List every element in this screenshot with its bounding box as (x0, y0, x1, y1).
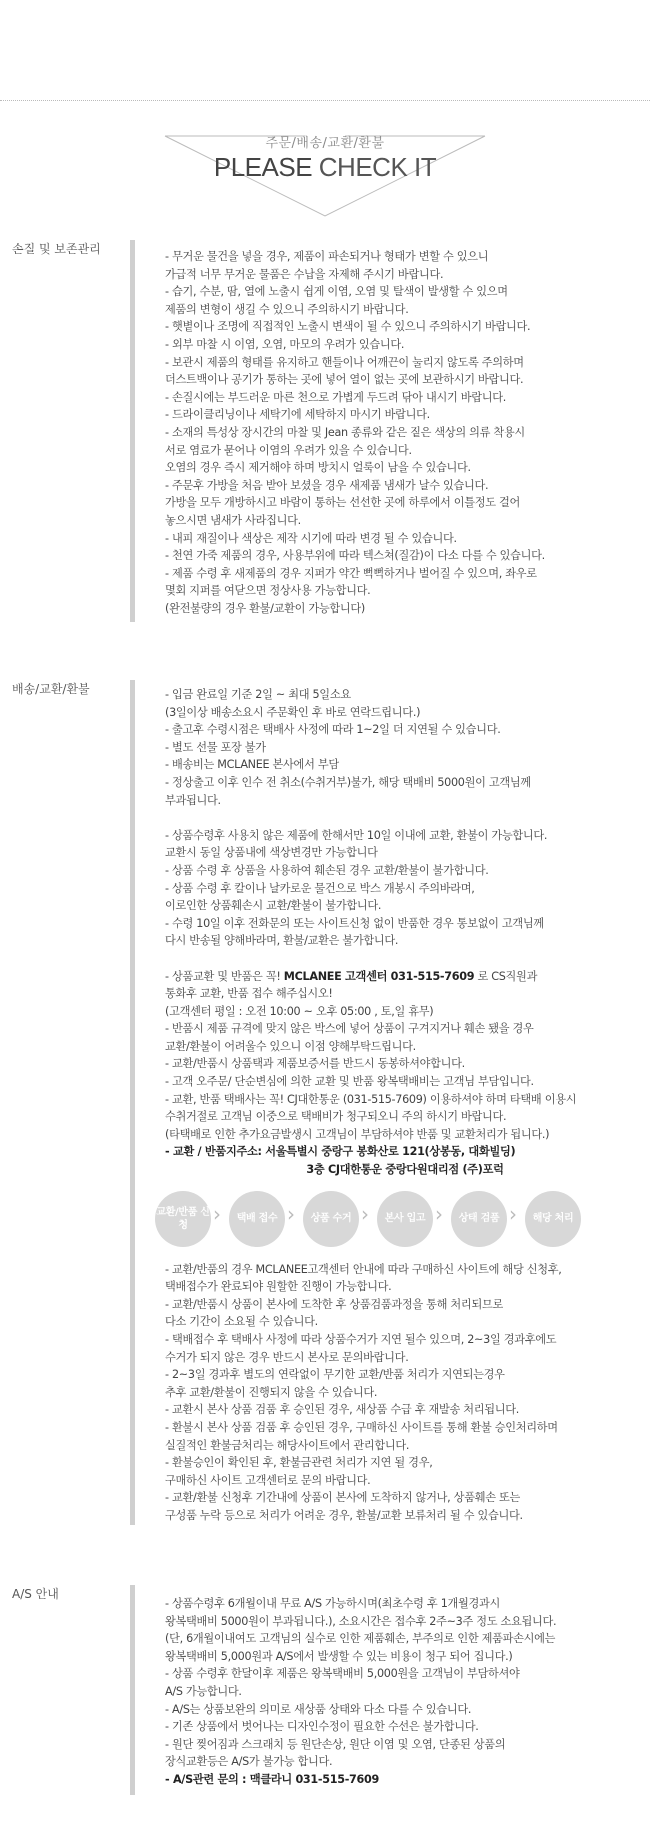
delivery-line: - 입금 완료일 기준 2일 ~ 최대 5일소요 (165, 688, 351, 701)
exchange-line: 다시 반송될 양해바라며, 환불/교환은 불가합니다. (165, 934, 399, 948)
care-section-label: 손질 및 보존관리 (12, 242, 101, 256)
cs-phone: MCLANEE 고객센터 031-515-7609 (283, 969, 475, 983)
return-line: 교환/환불이 어려울수 있으니 이점 양해부탁드립니다. (165, 1039, 416, 1053)
delivery-section-bar (130, 680, 135, 1525)
chevron-right-icon: › (435, 1201, 443, 1226)
care-line: - 내피 재질이나 색상은 제작 시기에 따라 변경 될 수 있습니다. (165, 531, 457, 545)
process-note-line: - 환불승인이 확인된 후, 환불금관련 처리가 지연 될 경우, (165, 1456, 433, 1470)
exchange-line: - 수령 10일 이후 전화문의 또는 사이트신청 없이 반품한 경우 통보없이 고객님께 (165, 916, 544, 930)
process-note-line: - 교환/반품시 상품이 본사에 도착한 후 상품검품과정을 통해 처리되므로 (165, 1297, 503, 1311)
care-line: 가급적 너무 무거운 물품은 수납을 자제해 주시기 바랍니다. (165, 267, 444, 281)
process-step: 본사 입고 (377, 1191, 433, 1247)
delivery-line: - 배송비는 MCLANEE 본사에서 부담 (165, 758, 339, 772)
process-step: 교환/반품 신청 (155, 1191, 211, 1247)
return-line: - 반품시 제품 규격에 맞지 않은 박스에 넣어 상품이 구겨지거나 훼손 됐을 경우 (165, 1022, 534, 1036)
cs-prefix: - 상품교환 및 반품은 꼭! (165, 969, 284, 983)
as-line: - 기존 상품에서 벗어나는 디자인수정이 필요한 수선은 불가합니다. (165, 1720, 479, 1734)
process-note-line: - 2~3일 경과후 별도의 연락없이 무기한 교환/반품 처리가 지연되는경우 (165, 1368, 505, 1382)
care-line: - 드라이클리닝이나 세탁기에 세탁하지 마시기 바랍니다. (165, 408, 430, 422)
care-line: - 천연 가죽 제품의 경우, 사용부위에 따라 텍스쳐(질감)이 다소 다를 수 있습니다. (165, 549, 545, 563)
header-title (0, 152, 650, 183)
header-title-part1: PLEASE (213, 152, 313, 182)
process-step: 해당 처리 (525, 1191, 581, 1247)
care-line: - 제품 수령 후 새제품의 경우 지퍼가 약간 뻑뻑하거나 벌어질 수 있으며, 좌우로 (165, 566, 537, 580)
care-line: 서로 염료가 묻어나 이염의 우려가 있을 수 있습니다. (165, 443, 412, 457)
as-line: A/S 가능합니다. (165, 1684, 242, 1698)
delivery-line: (3일이상 배송소요시 주문확인 후 바로 연락드립니다.) (165, 705, 421, 719)
delivery-content (156, 686, 645, 1525)
exchange-line: - 상품 수령 후 칼이나 날카로운 물건으로 박스 개봉시 주의바라며, (165, 881, 475, 895)
care-line: 더스트백이나 공기가 통하는 곳에 넣어 열이 없는 곳에 보관하시기 바랍니다. (165, 373, 524, 387)
return-line: (타택배로 인한 추가요금발생시 고객님이 부담하셔야 반품 및 교환처리가 됩니다.) (165, 1127, 550, 1141)
care-line: 가방을 모두 개방하시고 바람이 통하는 선선한 곳에 하루에서 이틀정도 걸어 (165, 496, 521, 510)
care-line: 제품의 변형이 생길 수 있으니 주의하시기 바랍니다. (165, 302, 409, 316)
care-line: (완전불량의 경우 환불/교환이 가능합니다) (165, 601, 365, 615)
return-line: 수취거절로 고객님 이중으로 택배비가 청구되오니 주의 하시기 바랍니다. (165, 1110, 507, 1124)
care-line: 놓으시면 냄새가 사라집니다. (165, 513, 301, 527)
care-line: - 햇볕이나 조명에 직접적인 노출시 변색이 될 수 있으니 주의하시기 바랍니다. (165, 320, 531, 334)
process-note-line: 다소 기간이 소요될 수 있습니다. (165, 1315, 318, 1329)
process-note-line: 실질적인 환불금처리는 해당사이트에서 관리합니다. (165, 1438, 410, 1452)
as-line: 왕복택배비 5000원이 부과됩니다.), 소요시간은 접수후 2주~3주 정도 소요됩니다. (165, 1614, 557, 1628)
return-address-line1: - 교환 / 반품지주소: 서울특별시 중랑구 봉화산로 121(상봉동, 대화빌딩) (165, 1145, 516, 1159)
as-line: 장식교환등은 A/S가 불가능 합니다. (165, 1755, 333, 1769)
exchange-line: 교환시 동일 상품내에 색상변경만 가능합니다 (165, 846, 378, 860)
process-note-line: 택배접수가 완료되야 원할한 진행이 가능합니다. (165, 1280, 392, 1294)
care-section-bar (130, 240, 135, 622)
return-line: (고객센터 평일 : 오전 10:00 ~ 오후 05:00 , 토,일 휴무) (165, 1004, 434, 1018)
as-line: - 원단 찢어짐과 스크래치 등 원단손상, 원단 이염 및 오염, 단종된 상품의 (165, 1737, 506, 1751)
return-line: - 교환/반품시 상품택과 제품보증서를 반드시 동봉하셔야합니다. (165, 1057, 465, 1071)
delivery-line: - 정상출고 이후 인수 전 취소(수취거부)불가, 해당 택배비 5000원이 고객님께 (165, 775, 531, 789)
care-line: - 외부 마찰 시 이염, 오염, 마모의 우려가 있습니다. (165, 337, 405, 351)
as-line: 왕복택배비 5,000원과 A/S에서 발생할 수 있는 비용이 청구 되어 집니다.) (165, 1649, 513, 1663)
exchange-line: - 상품 수령 후 상품을 사용하여 훼손된 경우 교환/환불이 불가합니다. (165, 863, 489, 877)
care-line: 몇회 지퍼를 여닫으면 정상사용 가능합니다. (165, 584, 371, 598)
care-content (165, 248, 645, 617)
as-line: - 상품수령후 6개월이내 무료 A/S 가능하시며(최초수령 후 1개월경과시 (165, 1597, 501, 1610)
chevron-right-icon: › (509, 1201, 517, 1226)
return-line: - 교환, 반품 택배사는 꼭! CJ대한통운 (031-515-7609) 이용하셔야 하며 타택배 이용시 (165, 1092, 577, 1106)
return-address-line2: 3층 CJ대한통운 중랑다원대리점 (주)포럭 (306, 1163, 504, 1177)
as-content (165, 1595, 645, 1789)
care-line: - 주문후 가방을 처음 받아 보셨을 경우 새제품 냄새가 날수 있습니다. (165, 478, 489, 492)
as-section-bar (130, 1585, 135, 1795)
care-line: - 무거운 물건을 넣을 경우, 제품이 파손되거나 형태가 변할 수 있으니 (165, 250, 489, 263)
care-line: - 손질시에는 부드러운 마른 천으로 가볍게 두드려 닦아 내시기 바랍니다. (165, 390, 507, 404)
process-note-line: - 택배접수 후 택배사 사정에 따라 상품수거가 지연 될수 있으며, 2~3일 경과후에도 (165, 1333, 557, 1346)
process-note-line: 구성품 누락 등으로 처리가 어려운 경우, 환불/교환 보류처리 될 수 있습니다. (165, 1508, 523, 1522)
care-line: - 보관시 제품의 형태를 유지하고 핸들이나 어깨끈이 눌리지 않도록 주의하며 (165, 355, 524, 369)
process-note-line: 추후 교환/환불이 진행되지 않을 수 있습니다. (165, 1385, 378, 1399)
process-note-line: - 교환시 본사 상품 검품 후 승인된 경우, 새상품 수급 후 재발송 처리됩니다. (165, 1403, 520, 1417)
care-line: 오염의 경우 즉시 제거해야 하며 방치시 얼룩이 남을 수 있습니다. (165, 461, 471, 475)
chevron-right-icon: › (361, 1201, 369, 1226)
process-note-line: - 환불시 본사 상품 검품 후 승인된 경우, 구매하신 사이트를 통해 환불 승인처리하며 (165, 1420, 558, 1434)
as-line: - 상품 수령후 한달이후 제품은 왕복택배비 5,000원을 고객님이 부담하셔야 (165, 1667, 520, 1681)
care-line: - 소재의 특성상 장시간의 마찰 및 Jean 종류와 같은 짙은 색상의 의류 착용시 (165, 425, 525, 439)
process-note-line: - 교환/반품의 경우 MCLANEE고객센터 안내에 따라 구매하신 사이트에 해당 신청후, (165, 1262, 562, 1276)
care-line: - 습기, 수분, 땀, 열에 노출시 쉽게 이염, 오염 및 탈색이 발생할 수 있으며 (165, 285, 508, 299)
delivery-line: - 별도 선물 포장 불가 (165, 740, 266, 754)
return-line: 통화후 교환, 반품 접수 해주십시오! (165, 987, 333, 1001)
chevron-right-icon: › (287, 1201, 295, 1226)
header-title-part2: CHECK IT (318, 152, 437, 182)
as-section-label: A/S 안내 (12, 1587, 59, 1601)
dotted-divider (0, 100, 650, 101)
chevron-right-icon: › (213, 1201, 221, 1226)
delivery-section-label: 배송/교환/환불 (12, 682, 90, 696)
process-note-line: 수거가 되지 않은 경우 반드시 본사로 문의바랍니다. (165, 1350, 409, 1364)
exchange-line: 이로인한 상품훼손시 교환/환불이 불가합니다. (165, 899, 382, 913)
as-contact: - A/S관련 문의 : 맥클라니 031-515-7609 (165, 1772, 379, 1786)
return-process-steps (155, 1185, 645, 1255)
header-subtitle: 주문/배송/교환/환불 (265, 136, 385, 151)
process-note-line: - 교환/환불 신청후 기간내에 상품이 본사에 도착하지 않거나, 상품훼손 또는 (165, 1491, 520, 1505)
process-step: 택배 접수 (229, 1191, 285, 1247)
process-note-line: 구매하신 사이트 고객센터로 문의 바랍니다. (165, 1473, 371, 1487)
as-line: (단, 6개월이내여도 고객님의 실수로 인한 제품훼손, 부주의로 인한 제품파손시에는 (165, 1632, 556, 1646)
delivery-line: 부과됩니다. (165, 793, 221, 807)
as-line: - A/S는 상품보완의 의미로 새상품 상태와 다소 다를 수 있습니다. (165, 1702, 472, 1716)
delivery-line: - 출고후 수령시점은 택배사 사정에 따라 1~2일 더 지연될 수 있습니다. (165, 723, 501, 737)
exchange-line: - 상품수령후 사용치 않은 제품에 한해서만 10일 이내에 교환, 환불이 가능합니다. (165, 828, 548, 842)
process-step: 상품 수거 (303, 1191, 359, 1247)
process-step: 상태 검품 (451, 1191, 507, 1247)
header-banner (0, 130, 650, 220)
cs-suffix: 로 CS직원과 (474, 969, 538, 983)
delivery-cs-line (165, 968, 645, 986)
return-line: - 고객 오주문/ 단순변심에 의한 교환 및 반품 왕복택배비는 고객님 부담입니다. (165, 1075, 534, 1089)
